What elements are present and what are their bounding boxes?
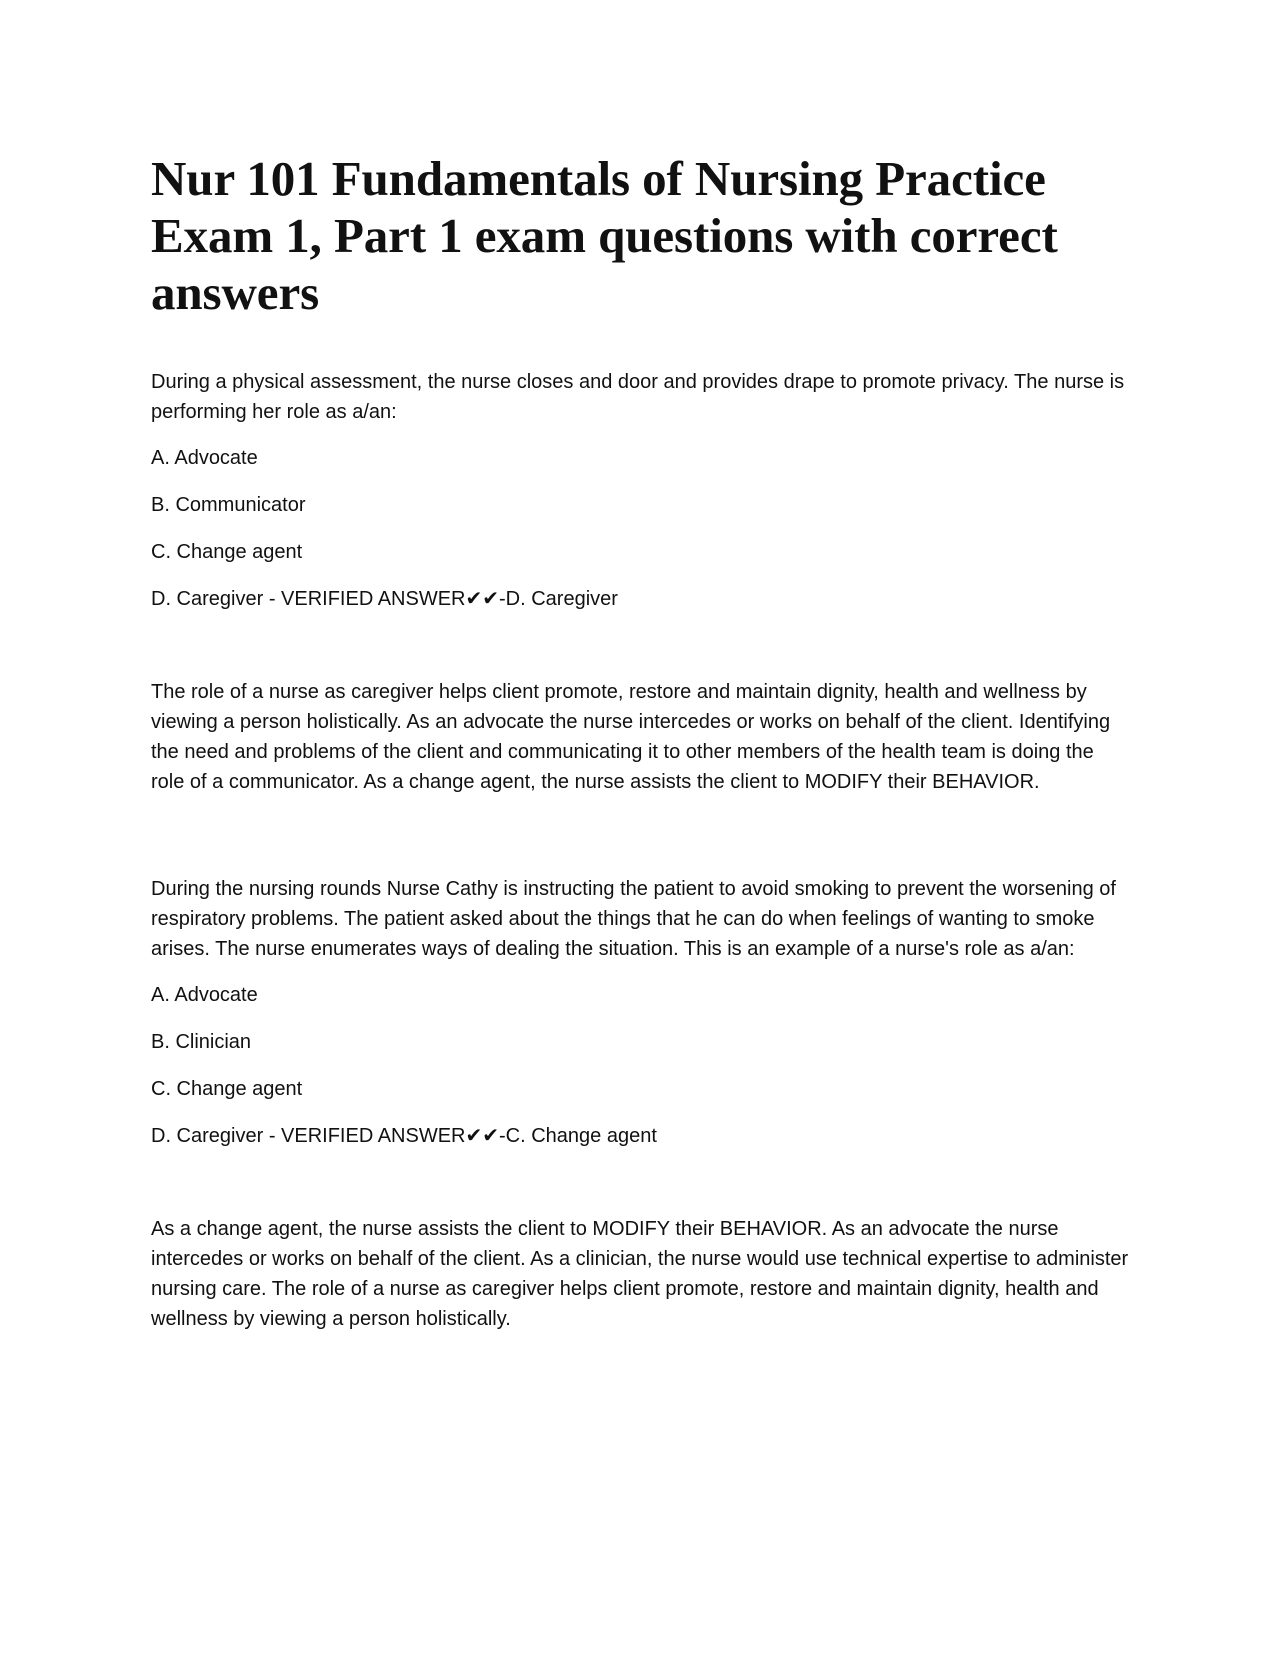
- question-stem: During a physical assessment, the nurse closes and door and provides drape to promote privacy. The nurse is performing her role as a/an:: [151, 371, 1125, 423]
- answer-explanation: As a change agent, the nurse assists the client to MODIFY their BEHAVIOR. As an advocate the nurse intercedes or works on behalf of the client. As a clinician, the nurse would use technical expertise to administer nursing care. The role of a nurse as caregiver helps client promote, restore and maintain dignity, health and wellness by viewing a person holistically.: [151, 1218, 1129, 1330]
- answer-option-b: B. Communicator: [151, 494, 306, 516]
- answer-option-c: C. Change agent: [151, 541, 303, 563]
- answer-option-a: A. Advocate: [151, 984, 258, 1006]
- answer-option-c: C. Change agent: [151, 1078, 303, 1100]
- answer-option-a: A. Advocate: [151, 447, 258, 469]
- document-page: [151, 150, 1131, 1334]
- verified-answer-line: D. Caregiver - VERIFIED ANSWER✔✔-C. Change agent: [151, 1125, 657, 1147]
- document-title: Nur 101 Fundamentals of Nursing Practice Exam 1, Part 1 exam questions with correct answers: [151, 151, 1058, 320]
- spacer: [151, 797, 1131, 874]
- question-block-1: [151, 367, 1131, 797]
- answer-explanation: The role of a nurse as caregiver helps client promote, restore and maintain dignity, health and wellness by viewing a person holistically. As an advocate the nurse intercedes or works on behalf of the client. Identifying the need and problems of the client and communicating it to other members of the health team is doing the role of a communicator. As a change agent, the nurse assists the client to MODIFY their BEHAVIOR.: [151, 681, 1111, 793]
- spacer: [151, 614, 1131, 677]
- spacer: [151, 1151, 1131, 1214]
- answer-option-b: B. Clinician: [151, 1031, 252, 1053]
- verified-answer-line: D. Caregiver - VERIFIED ANSWER✔✔-D. Caregiver: [151, 588, 618, 610]
- question-block-2: [151, 874, 1131, 1334]
- question-stem: During the nursing rounds Nurse Cathy is instructing the patient to avoid smoking to prevent the worsening of respiratory problems. The patient asked about the things that he can do when feelings of wanting to smoke arises. The nurse enumerates ways of dealing the situation. This is an example of a nurse's role as a/an:: [151, 878, 1116, 960]
